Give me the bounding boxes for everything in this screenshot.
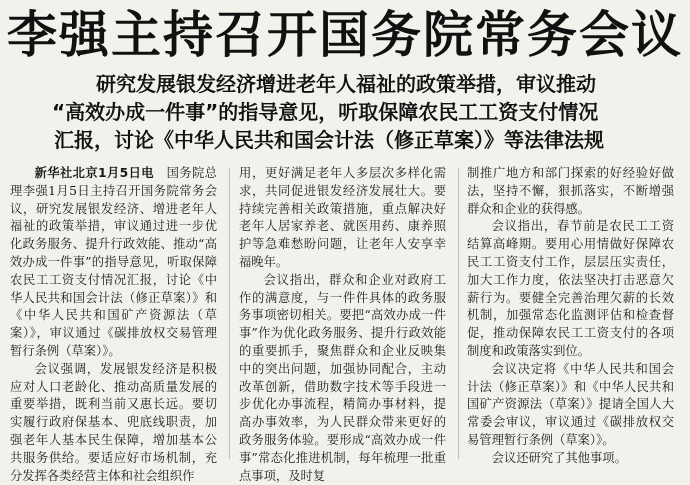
paragraph-text: 国务院总理李强1月5日主持召开国务院常务会议，研究发展银发经济、增进老年人福祉的政策举措，审议通过进一步优化政务服务、提升行政效能、推动“高效办成一件事”的指导意见，听取保障农民工工资支付情况汇报，讨论《中华人民共和国会计法（修正草案）》和《中华人民共和国矿产资源法（草案）》，审议通过《碳排放权交易管理暂行条例（草案）》。	[10, 166, 217, 358]
column-divider	[229, 168, 230, 459]
article-column-1	[10, 165, 217, 483]
article-paragraph-continued: 制推广地方和部门探索的好经验好做法，坚持不懈，狠抓落实，不断增强群众和企业的获得感。	[467, 166, 674, 216]
article-paragraph: 会议强调，发展银发经济是积极应对人口老龄化、推动高质量发展的重要举措，既利当前又惠长远。要切实履行政府保基本、兜底线职责，加强老年人基本民生保障，增加基本公共服务供给。要适应好市场机制，充分发挥各类经营主体和社会组织作	[10, 361, 217, 483]
subhead-line-3: 汇报，讨论《中华人民共和国会计法（修正草案）》等法律法规	[54, 128, 604, 152]
subheadline	[0, 70, 690, 154]
subhead-line-1: 研究发展银发经济增进老年人福祉的政策举措，审议推动	[96, 72, 596, 96]
article-paragraph: 会议决定将《中华人民共和国会计法（修正草案）》和《中华人民共和国矿产资源法（草案）》提请全国人大常委会审议，审议通过《碳排放权交易管理暂行条例（草案）》。	[467, 361, 674, 447]
article-paragraph: 会议指出，群众和企业对政府工作的满意度，与一件件具体的政务服务事项密切相关。要把“高效办成一件事”作为优化政务服务、提升行政效能的重要抓手，聚焦群众和企业反映集中的突出问题，加强协同配合，主动改革创新，借助数字技术等手段进一步优化办事流程，精简办事材料，提高办事效率，为人民群众带来更好的政务服务体验。要形成“高效办成一件事”常态化推进机制，每年梳理一批重点事项，及时复	[239, 272, 446, 483]
article-paragraph-continued: 用，更好满足老年人多层次多样化需求，共同促进银发经济发展壮大。要持续完善相关政策措施，重点解决好老年人居家养老、就医用药、康养照护等急难愁盼问题，让老年人安享幸福晚年。	[239, 166, 446, 269]
subhead-line-2: “高效办成一件事”的指导意见，听取保障农民工工资支付情况	[52, 100, 599, 124]
article-column-2	[239, 165, 446, 483]
article-column-3	[467, 165, 674, 465]
headline: 李强主持召开国务院常务会议	[7, 6, 683, 64]
article-paragraph: 会议指出，春节前是农民工工资结算高峰期。要用心用情做好保障农民工工资支付工作，层层压实责任，加大工作力度，依法坚决打击恶意欠薪行为。要健全完善治理欠薪的长效机制，加强常态化监测评估和检查督促，推动保障农民工工资支付的各项制度和政策落实到位。	[467, 219, 674, 358]
article-paragraph	[10, 165, 217, 361]
article-paragraph: 会议还研究了其他事项。	[491, 450, 627, 465]
dateline: 新华社北京1月5日电	[34, 166, 154, 180]
column-divider	[458, 168, 459, 459]
